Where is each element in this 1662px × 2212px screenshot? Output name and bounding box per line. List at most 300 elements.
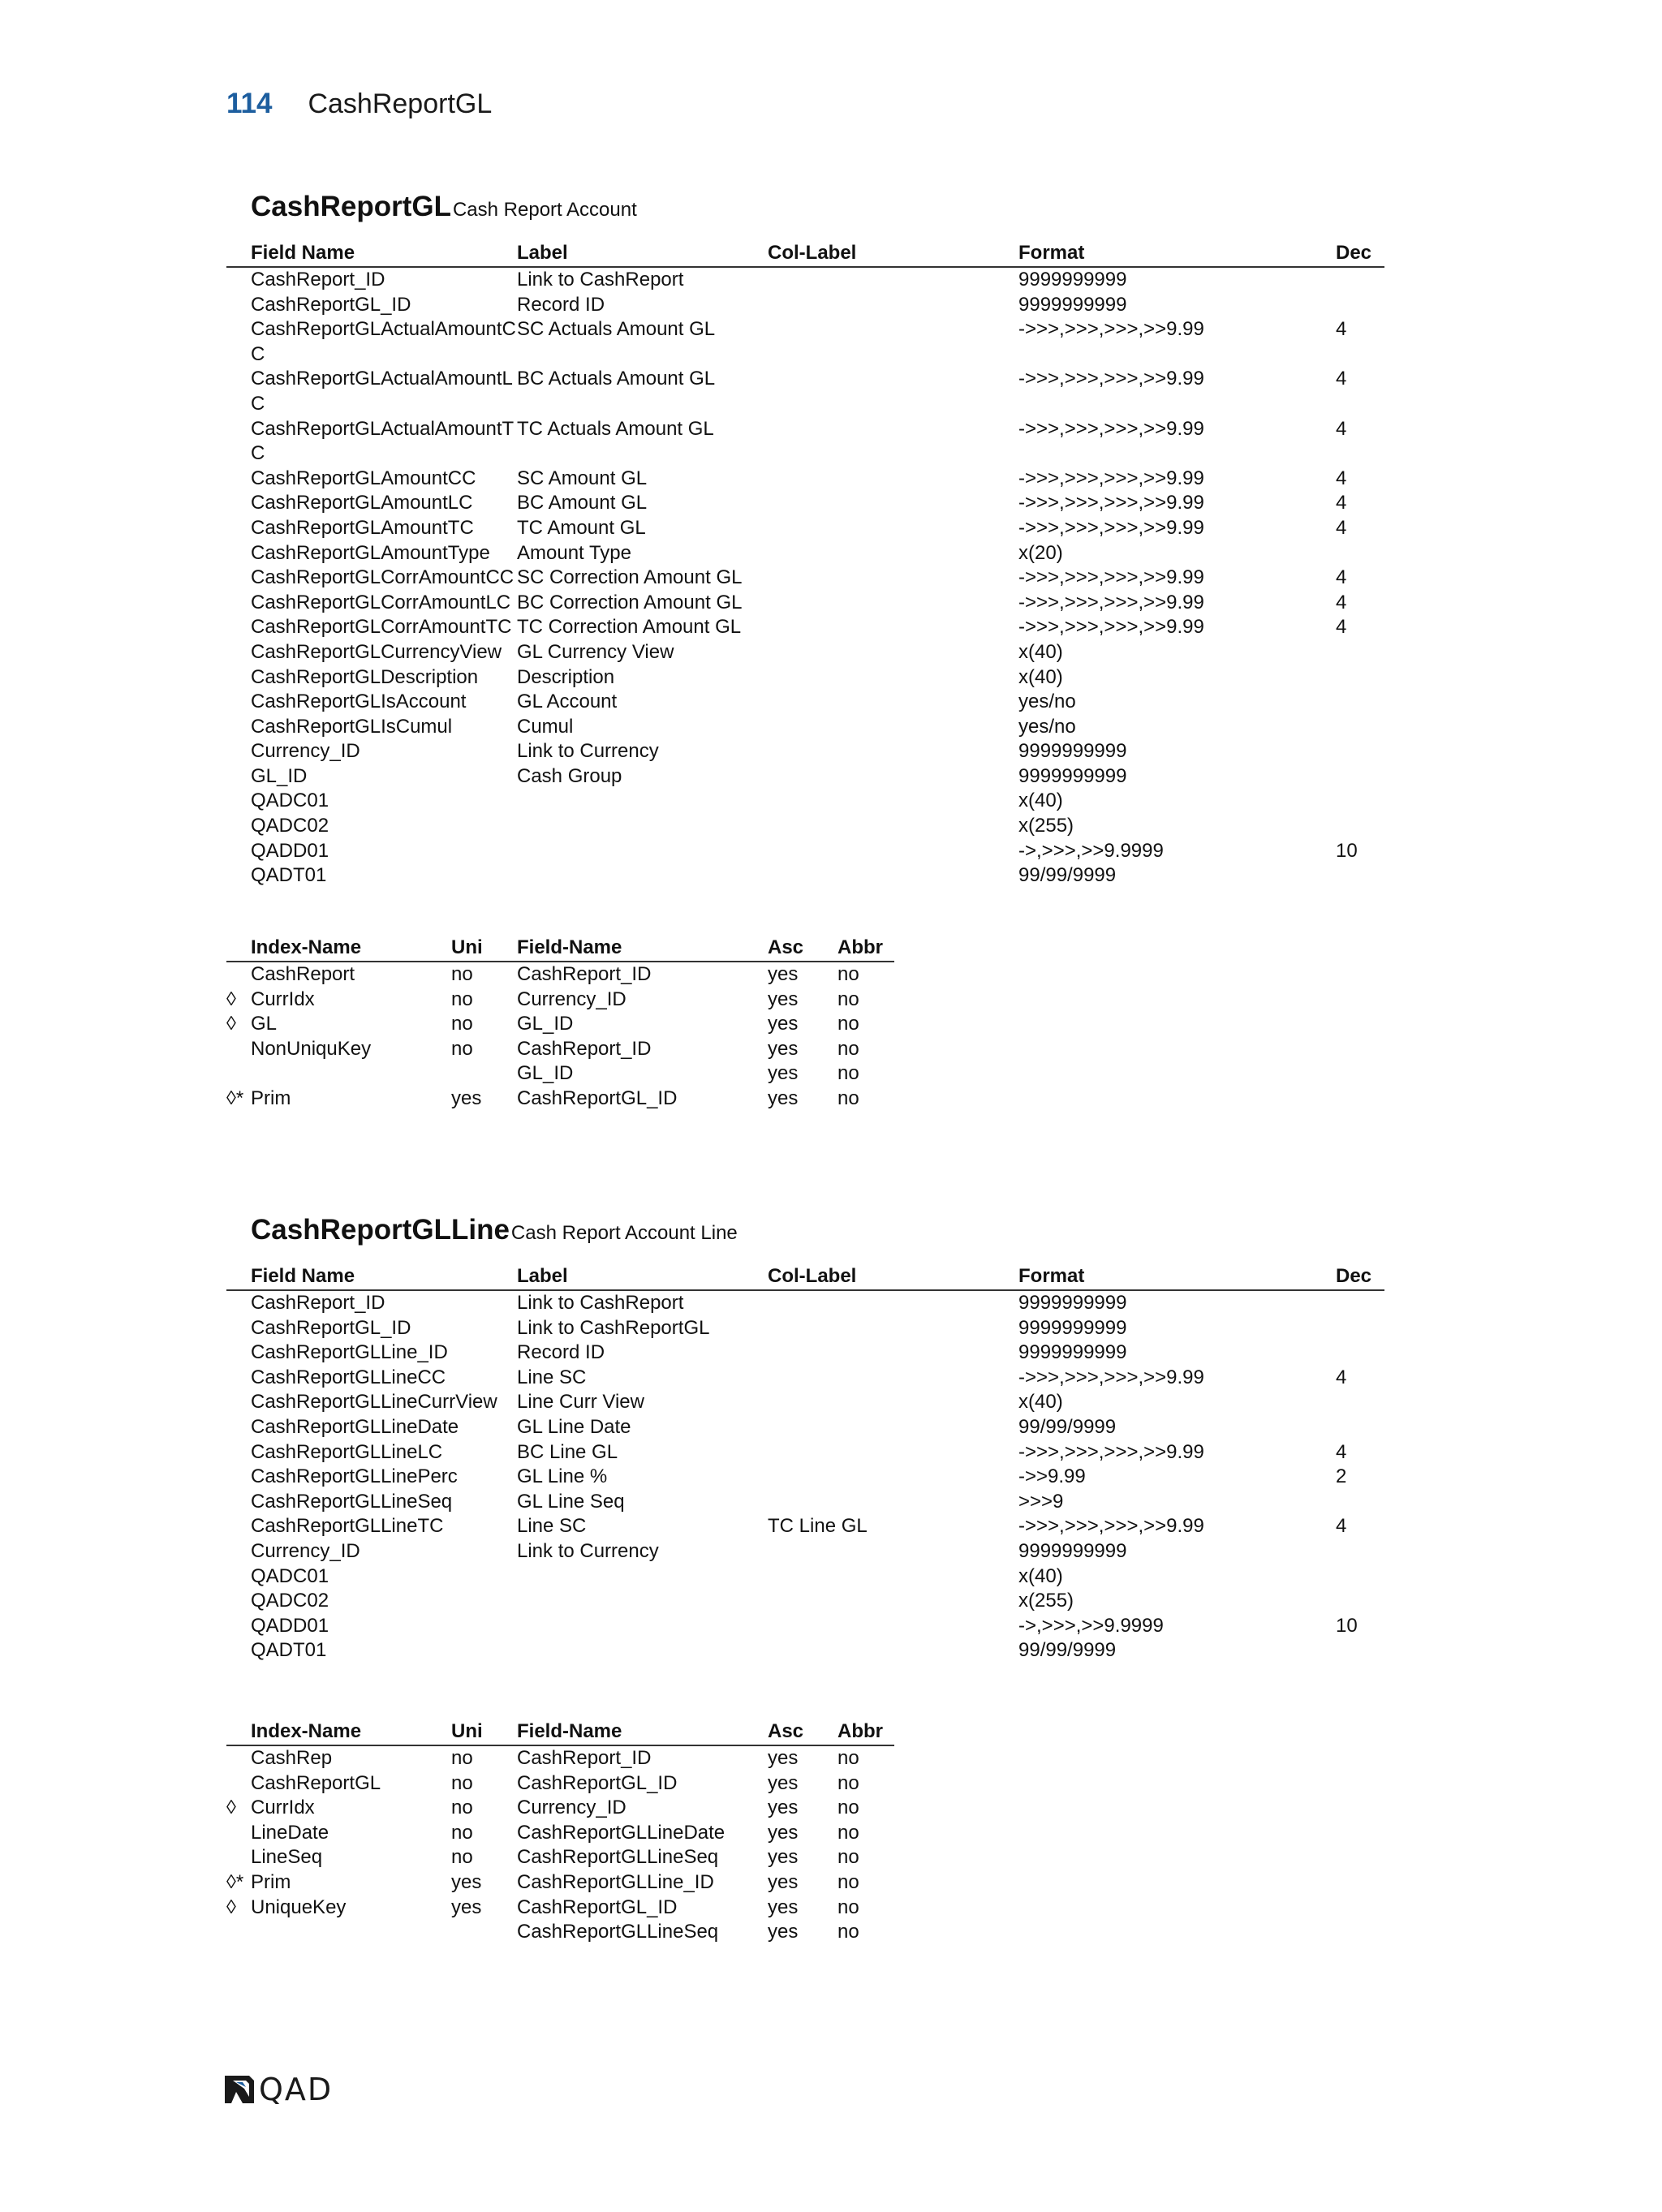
- field-label: [517, 863, 768, 889]
- field-name: CashReportGLCorrAmountCC: [251, 566, 515, 589]
- field-name: QADD01: [251, 839, 329, 862]
- table-row: [226, 665, 1384, 691]
- field-label: GL Currency View: [517, 640, 674, 663]
- field-dec: [1336, 1316, 1384, 1341]
- index-field-name: CashReportGL_ID: [517, 1771, 678, 1794]
- field-name: CashReportGLLine_ID: [251, 1341, 448, 1364]
- marker-spacer: [226, 1366, 251, 1391]
- field-dec: [1336, 1341, 1384, 1366]
- index-unique: no: [451, 1771, 473, 1794]
- field-format: ->>>,>>>,>>>,>>9.99: [1018, 566, 1204, 589]
- index-asc: yes: [768, 1747, 799, 1769]
- index-name: LineSeq: [251, 1846, 323, 1869]
- index-asc: yes: [768, 1797, 799, 1819]
- field-name: CashReportGLLineCurrView: [251, 1391, 497, 1414]
- index-field-name: Currency_ID: [517, 988, 626, 1010]
- field-label: [517, 789, 768, 814]
- index-unique: [451, 1920, 517, 1945]
- field-format: ->,>>>,>>9.9999: [1018, 1614, 1164, 1637]
- field-label: [517, 1614, 768, 1639]
- index-name: UniqueKey: [251, 1896, 347, 1918]
- field-col-label: [768, 467, 1018, 492]
- field-label: [517, 814, 768, 839]
- index-asc: yes: [768, 1870, 799, 1893]
- marker-spacer: [226, 1490, 251, 1515]
- field-dec: [1336, 739, 1384, 764]
- index-marker: ◊: [226, 1797, 236, 1819]
- field-name: CashReportGLDescription: [251, 665, 479, 688]
- field-label: [517, 839, 768, 864]
- marker-spacer: [226, 1614, 251, 1639]
- index-marker: [226, 1821, 251, 1846]
- index-field-name: CashReportGLLine_ID: [517, 1870, 714, 1893]
- table-row: [226, 1589, 1384, 1614]
- index-marker: [226, 1061, 251, 1087]
- field-col-label: [768, 1415, 1018, 1440]
- field-name: Currency_ID: [251, 740, 360, 763]
- field-label: Link to Currency: [517, 740, 659, 763]
- field-label: TC Actuals Amount GL: [517, 417, 714, 440]
- field-col-label: [768, 1564, 1018, 1590]
- field-label: GL Line Seq: [517, 1490, 625, 1513]
- index-field-name: CashReport_ID: [517, 963, 652, 985]
- index-unique: no: [451, 1013, 473, 1035]
- field-dec: [1336, 1564, 1384, 1590]
- field-dec: [1336, 1589, 1384, 1614]
- table-row: [226, 1614, 1384, 1639]
- field-dec: [1336, 541, 1384, 566]
- field-dec: [1336, 640, 1384, 665]
- field-format: 9999999999: [1018, 1316, 1127, 1339]
- index-name: Prim: [251, 1087, 291, 1109]
- field-col-label: [768, 715, 1018, 740]
- field-col-label: [768, 1539, 1018, 1564]
- table-row: [226, 1771, 894, 1797]
- marker-spacer: [226, 814, 251, 839]
- index-abbr: no: [837, 988, 859, 1010]
- table-row: [226, 615, 1384, 640]
- field-dec: [1336, 814, 1384, 839]
- table-row: [226, 814, 1384, 839]
- field-col-label: [768, 1614, 1018, 1639]
- field-label: Cash Group: [517, 764, 622, 787]
- field-label: Amount Type: [517, 541, 631, 564]
- field-col-label: [768, 690, 1018, 715]
- field-label: Record ID: [517, 1341, 605, 1364]
- field-col-label: [768, 640, 1018, 665]
- field-col-label: [768, 863, 1018, 889]
- table-row: [226, 1037, 894, 1062]
- index-field-name: CashReportGLLineSeq: [517, 1921, 719, 1943]
- index-abbr: no: [837, 1037, 859, 1060]
- index-abbr: no: [837, 1062, 859, 1085]
- field-format: yes/no: [1018, 691, 1076, 713]
- table-row: [226, 1341, 1384, 1366]
- header-format: Format: [1018, 1265, 1085, 1287]
- index-name: CurrIdx: [251, 1797, 315, 1819]
- field-format: 99/99/9999: [1018, 1639, 1117, 1662]
- header-dec: Dec: [1336, 242, 1372, 264]
- table-row: [226, 839, 1384, 864]
- field-label: Link to CashReportGL: [517, 1316, 710, 1339]
- table-row: [226, 1845, 894, 1870]
- field-format: 9999999999: [1018, 293, 1127, 316]
- field-name: CashReportGLLineDate: [251, 1415, 459, 1438]
- field-format: 9999999999: [1018, 269, 1127, 290]
- field-format: x(255): [1018, 815, 1074, 837]
- page-header: [226, 88, 492, 120]
- table-row: [226, 1490, 1384, 1515]
- table-row: [226, 715, 1384, 740]
- index-unique: yes: [451, 1870, 482, 1893]
- index-abbr: no: [837, 1087, 859, 1109]
- index-abbr: no: [837, 963, 859, 985]
- field-format: 9999999999: [1018, 764, 1127, 787]
- field-dec: 4: [1336, 492, 1347, 514]
- field-label: Line Curr View: [517, 1391, 644, 1414]
- marker-spacer: [226, 863, 251, 889]
- field-name: CashReportGLLineSeq: [251, 1490, 453, 1513]
- index-marker: ◊*: [226, 1087, 244, 1109]
- marker-spacer: [226, 491, 251, 516]
- field-col-label: [768, 491, 1018, 516]
- field-format: >>>9: [1018, 1490, 1064, 1513]
- index-name: [251, 1061, 451, 1087]
- table-title: [251, 191, 637, 223]
- marker-spacer: [226, 516, 251, 541]
- index-abbr: no: [837, 1747, 859, 1769]
- index-asc: yes: [768, 988, 799, 1010]
- field-dec: [1336, 1415, 1384, 1440]
- table-row: [226, 764, 1384, 790]
- field-col-label: [768, 1490, 1018, 1515]
- index-abbr: no: [837, 1771, 859, 1794]
- field-name: CashReportGLIsAccount: [251, 691, 467, 713]
- table-name: CashReportGL: [251, 191, 451, 222]
- index-unique: no: [451, 988, 473, 1010]
- field-name: QADT01: [251, 864, 327, 887]
- marker-spacer: [226, 1440, 251, 1465]
- field-format: 99/99/9999: [1018, 1415, 1117, 1438]
- field-col-label: [768, 789, 1018, 814]
- table-row: [226, 640, 1384, 665]
- table-row: [226, 1061, 894, 1087]
- header-field-name: Field-Name: [517, 936, 622, 958]
- field-label: Link to Currency: [517, 1539, 659, 1562]
- field-label: TC Amount GL: [517, 516, 646, 539]
- field-format: ->>>,>>>,>>>,>>9.99: [1018, 417, 1204, 440]
- index-name: CashReport: [251, 963, 355, 985]
- index-asc: yes: [768, 1821, 799, 1844]
- header-dec: Dec: [1336, 1265, 1372, 1287]
- marker-spacer: [226, 317, 251, 367]
- index-marker: ◊*: [226, 1870, 244, 1893]
- field-format: ->>>,>>>,>>>,>>9.99: [1018, 616, 1204, 639]
- index-table-header: [226, 936, 894, 962]
- field-name: CashReportGLActualAmountTC: [251, 417, 515, 465]
- header-asc: Asc: [768, 1720, 804, 1742]
- marker-spacer: [226, 1264, 251, 1289]
- table-row: [226, 491, 1384, 516]
- table-name: CashReportGLLine: [251, 1214, 510, 1246]
- field-dec: [1336, 863, 1384, 889]
- index-marker: [226, 1920, 251, 1945]
- field-dec: [1336, 1539, 1384, 1564]
- field-format: 99/99/9999: [1018, 864, 1117, 887]
- field-name: CashReportGLAmountLC: [251, 492, 473, 514]
- field-dec: 4: [1336, 1515, 1347, 1538]
- index-asc: yes: [768, 1846, 799, 1869]
- index-asc: yes: [768, 1037, 799, 1060]
- field-name: CashReportGLLinePerc: [251, 1465, 458, 1488]
- field-dec: [1336, 293, 1384, 318]
- field-table-header: [226, 241, 1384, 268]
- field-dec: [1336, 1291, 1384, 1316]
- table-row: [226, 566, 1384, 591]
- field-name: CashReportGLCurrencyView: [251, 640, 502, 663]
- field-name: CashReportGLActualAmountCC: [251, 318, 516, 365]
- table-row: [226, 1440, 1384, 1465]
- field-label: Line SC: [517, 1515, 587, 1538]
- marker-spacer: [226, 640, 251, 665]
- header-field-name: Field-Name: [517, 1720, 622, 1742]
- table-row: [226, 1465, 1384, 1490]
- table-row: [226, 591, 1384, 616]
- field-label: BC Actuals Amount GL: [517, 368, 716, 390]
- marker-spacer: [226, 1564, 251, 1590]
- field-format: 9999999999: [1018, 740, 1127, 763]
- field-format: ->>>,>>>,>>>,>>9.99: [1018, 492, 1204, 514]
- field-label: Link to CashReport: [517, 269, 684, 290]
- field-format: x(40): [1018, 640, 1063, 663]
- field-name: QADC01: [251, 790, 329, 812]
- index-abbr: no: [837, 1013, 859, 1035]
- field-label: BC Amount GL: [517, 492, 648, 514]
- header-label: Label: [517, 1265, 568, 1287]
- index-marker: ◊: [226, 1896, 236, 1918]
- field-table: [226, 1264, 1384, 1663]
- field-label: GL Account: [517, 691, 618, 713]
- field-label: [517, 1589, 768, 1614]
- field-name: CashReportGLLineCC: [251, 1366, 446, 1388]
- index-table-header: [226, 1719, 894, 1746]
- index-unique: yes: [451, 1896, 482, 1918]
- field-format: ->>>,>>>,>>>,>>9.99: [1018, 1515, 1204, 1538]
- field-label: Cumul: [517, 715, 574, 738]
- header-uni: Uni: [451, 1720, 483, 1742]
- marker-spacer: [226, 764, 251, 790]
- table-row: [226, 1746, 894, 1771]
- index-name: CurrIdx: [251, 988, 315, 1010]
- field-name: QADC02: [251, 1590, 329, 1612]
- index-marker: [226, 1771, 251, 1797]
- field-col-label: [768, 1440, 1018, 1465]
- marker-spacer: [226, 241, 251, 266]
- page-number: 114: [226, 88, 273, 119]
- index-field-name: GL_ID: [517, 1013, 574, 1035]
- field-dec: 4: [1336, 1440, 1347, 1463]
- marker-spacer: [226, 1341, 251, 1366]
- field-format: ->>>,>>>,>>>,>>9.99: [1018, 467, 1204, 489]
- table-row: [226, 988, 894, 1013]
- field-name: QADC01: [251, 1564, 329, 1587]
- marker-spacer: [226, 1719, 251, 1745]
- index-unique: no: [451, 1747, 473, 1769]
- marker-spacer: [226, 467, 251, 492]
- field-col-label: [768, 516, 1018, 541]
- field-format: x(40): [1018, 665, 1063, 688]
- marker-spacer: [226, 268, 251, 293]
- field-table: [226, 241, 1384, 889]
- field-col-label: [768, 1390, 1018, 1415]
- marker-spacer: [226, 566, 251, 591]
- marker-spacer: [226, 1539, 251, 1564]
- index-marker: [226, 1037, 251, 1062]
- field-col-label: [768, 541, 1018, 566]
- field-col-label: [768, 566, 1018, 591]
- index-unique: yes: [451, 1087, 482, 1109]
- field-name: CashReportGLActualAmountLC: [251, 368, 513, 415]
- field-format: yes/no: [1018, 715, 1076, 738]
- field-name: CashReport_ID: [251, 1292, 385, 1314]
- field-format: ->>>,>>>,>>>,>>9.99: [1018, 591, 1204, 613]
- field-dec: 2: [1336, 1465, 1347, 1488]
- field-label: [517, 1638, 768, 1663]
- table-row: [226, 367, 1384, 416]
- index-asc: yes: [768, 1062, 799, 1085]
- table-row: [226, 268, 1384, 293]
- table-description: Cash Report Account Line: [510, 1222, 738, 1244]
- marker-spacer: [226, 1638, 251, 1663]
- field-format: 9999999999: [1018, 1539, 1127, 1562]
- table-row: [226, 1796, 894, 1821]
- index-marker: [226, 962, 251, 988]
- field-format: ->>>,>>>,>>>,>>9.99: [1018, 318, 1204, 341]
- field-format: ->>>,>>>,>>>,>>9.99: [1018, 1440, 1204, 1463]
- header-index-name: Index-Name: [251, 1720, 362, 1742]
- marker-spacer: [226, 293, 251, 318]
- field-dec: 4: [1336, 566, 1347, 589]
- field-name: CashReportGLLineLC: [251, 1440, 443, 1463]
- table-row: [226, 467, 1384, 492]
- header-abbr: Abbr: [837, 936, 883, 958]
- field-table-header: [226, 1264, 1384, 1291]
- index-marker: ◊: [226, 988, 236, 1010]
- index-field-name: CashReportGLLineDate: [517, 1821, 726, 1844]
- index-abbr: no: [837, 1821, 859, 1844]
- index-name: Prim: [251, 1870, 291, 1893]
- index-field-name: CashReportGL_ID: [517, 1087, 678, 1109]
- field-col-label: [768, 367, 1018, 416]
- index-name: GL: [251, 1013, 278, 1035]
- field-dec: [1336, 1490, 1384, 1515]
- marker-spacer: [226, 715, 251, 740]
- table-row: [226, 1087, 894, 1112]
- field-col-label: [768, 317, 1018, 367]
- field-col-label: [768, 1465, 1018, 1490]
- field-dec: [1336, 1638, 1384, 1663]
- field-col-label: [768, 764, 1018, 790]
- field-label: SC Actuals Amount GL: [517, 318, 716, 341]
- table-row: [226, 690, 1384, 715]
- table-description: Cash Report Account: [452, 199, 637, 221]
- table-row: [226, 1821, 894, 1846]
- field-col-label: [768, 417, 1018, 467]
- field-col-label: [768, 839, 1018, 864]
- marker-spacer: [226, 591, 251, 616]
- table-row: [226, 1316, 1384, 1341]
- field-dec: [1336, 1390, 1384, 1415]
- field-col-label: [768, 615, 1018, 640]
- field-dec: [1336, 764, 1384, 790]
- field-name: QADC02: [251, 815, 329, 837]
- field-format: x(40): [1018, 1391, 1063, 1414]
- index-unique: no: [451, 1846, 473, 1869]
- index-asc: yes: [768, 1771, 799, 1794]
- index-name: CashReportGL: [251, 1771, 381, 1794]
- field-label: Line SC: [517, 1366, 587, 1388]
- header-index-name: Index-Name: [251, 936, 362, 958]
- field-name: CashReport_ID: [251, 269, 385, 290]
- table-row: [226, 1291, 1384, 1316]
- field-dec: 10: [1336, 1614, 1358, 1637]
- index-asc: yes: [768, 1013, 799, 1035]
- field-label: SC Correction Amount GL: [517, 566, 743, 589]
- field-label: SC Amount GL: [517, 467, 648, 489]
- index-abbr: no: [837, 1896, 859, 1918]
- index-unique: no: [451, 1797, 473, 1819]
- table-row: [226, 1870, 894, 1896]
- field-name: CashReportGL_ID: [251, 1316, 411, 1339]
- index-asc: yes: [768, 963, 799, 985]
- field-format: ->>>,>>>,>>>,>>9.99: [1018, 368, 1204, 390]
- index-unique: no: [451, 1821, 473, 1844]
- field-dec: 4: [1336, 467, 1347, 489]
- field-col-label: TC Line GL: [768, 1515, 868, 1538]
- index-abbr: no: [837, 1797, 859, 1819]
- marker-spacer: [226, 839, 251, 864]
- field-name: CashReportGLAmountType: [251, 541, 490, 564]
- marker-spacer: [226, 615, 251, 640]
- field-dec: 4: [1336, 516, 1347, 539]
- field-name: CashReportGLCorrAmountTC: [251, 616, 512, 639]
- field-name: CashReportGLAmountCC: [251, 467, 476, 489]
- field-format: x(40): [1018, 790, 1063, 812]
- field-dec: [1336, 690, 1384, 715]
- field-dec: 4: [1336, 591, 1347, 613]
- field-format: 9999999999: [1018, 1341, 1127, 1364]
- field-col-label: [768, 591, 1018, 616]
- field-name: GL_ID: [251, 764, 308, 787]
- table-row: [226, 863, 1384, 889]
- field-dec: 4: [1336, 1366, 1347, 1388]
- index-abbr: no: [837, 1846, 859, 1869]
- index-unique: [451, 1061, 517, 1087]
- field-label: GL Line %: [517, 1465, 608, 1488]
- field-label: Description: [517, 665, 615, 688]
- table-row: [226, 1920, 894, 1945]
- table-row: [226, 317, 1384, 367]
- marker-spacer: [226, 1465, 251, 1490]
- field-col-label: [768, 1366, 1018, 1391]
- field-label: Record ID: [517, 293, 605, 316]
- field-format: x(40): [1018, 1564, 1063, 1587]
- field-dec: 4: [1336, 417, 1347, 440]
- marker-spacer: [226, 665, 251, 691]
- field-name: CashReportGLLineTC: [251, 1515, 444, 1538]
- index-field-name: CashReportGLLineSeq: [517, 1846, 719, 1869]
- index-name: [251, 1920, 451, 1945]
